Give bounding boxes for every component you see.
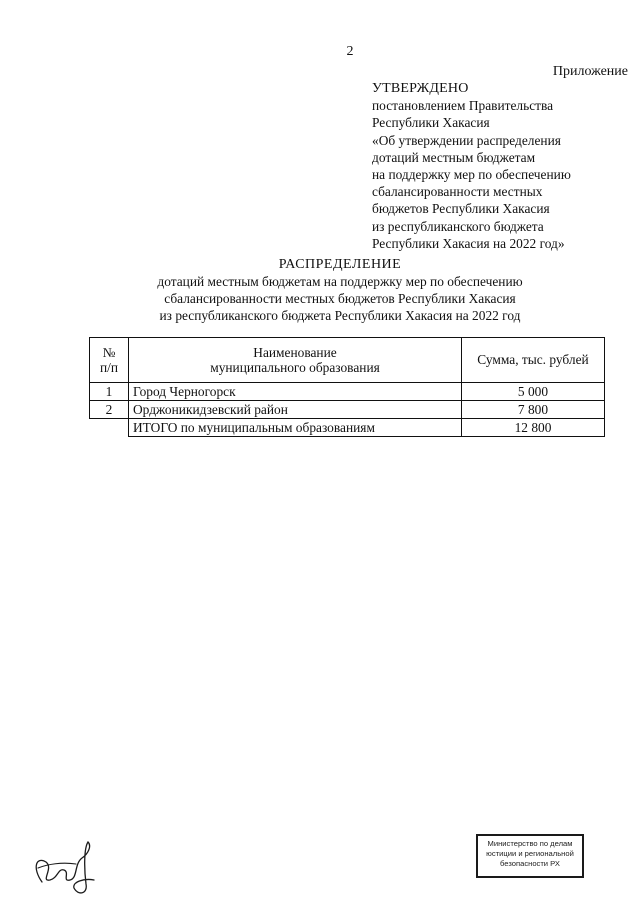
title-line: дотаций местным бюджетам на поддержку мер по обеспечению — [157, 274, 523, 289]
approval-line: бюджетов Республики Хакасия — [372, 201, 550, 217]
registration-stamp — [476, 834, 584, 878]
table-row — [90, 383, 605, 401]
title-line: из республиканского бюджета Республики Хакасия на 2022 год — [159, 308, 521, 323]
approval-line: дотаций местным бюджетам — [372, 149, 536, 165]
row-num: 2 — [90, 401, 129, 419]
total-label: ИТОГО по муниципальным образованиям — [129, 419, 462, 437]
table-header-row — [90, 338, 605, 383]
approval-line: Республики Хакасия — [372, 115, 490, 131]
approval-line: «Об утверждении распределения — [372, 132, 561, 148]
header-num-symbol: № — [102, 345, 116, 360]
appendix-label: Приложение — [552, 64, 628, 79]
approval-line: постановлением Правительства — [372, 98, 554, 114]
approval-line: на поддержку мер по обеспечению — [372, 167, 571, 183]
stamp-line: безопасности РХ — [500, 859, 560, 868]
title-line: сбалансированности местных бюджетов Республики Хакасия — [164, 291, 516, 306]
approval-line: сбалансированности местных — [372, 184, 543, 200]
distribution-table — [89, 337, 605, 437]
row-sum: 7 800 — [462, 401, 605, 419]
row-name: Орджоникидзевский район — [129, 401, 462, 419]
header-name-line1: Наименование — [253, 345, 337, 360]
row-sum: 5 000 — [462, 383, 605, 401]
header-sum: Сумма, тыс. рублей — [462, 338, 605, 383]
row-num: 1 — [90, 383, 129, 401]
row-name: Город Черногорск — [129, 383, 462, 401]
signature-image — [28, 838, 118, 896]
table-row — [90, 401, 605, 419]
title-heading: РАСПРЕДЕЛЕНИЕ — [278, 257, 402, 272]
header-name — [129, 338, 462, 383]
approval-block — [372, 80, 640, 252]
header-num — [90, 338, 129, 383]
header-name-line2: муниципального образования — [210, 360, 380, 375]
table-total-row — [90, 419, 605, 437]
page-number: 2 — [346, 44, 354, 59]
header-num-abbrev: п/п — [99, 360, 119, 375]
stamp-line: Министерство по делам — [487, 839, 573, 848]
document-title — [110, 256, 570, 324]
approval-line: из республиканского бюджета — [372, 218, 544, 234]
stamp-line: юстиции и региональной — [486, 849, 574, 858]
total-num-empty — [90, 419, 129, 437]
approval-line: Республики Хакасия на 2022 год» — [372, 235, 565, 251]
total-sum: 12 800 — [462, 419, 605, 437]
approval-heading: УТВЕРЖДЕНО — [372, 81, 469, 96]
